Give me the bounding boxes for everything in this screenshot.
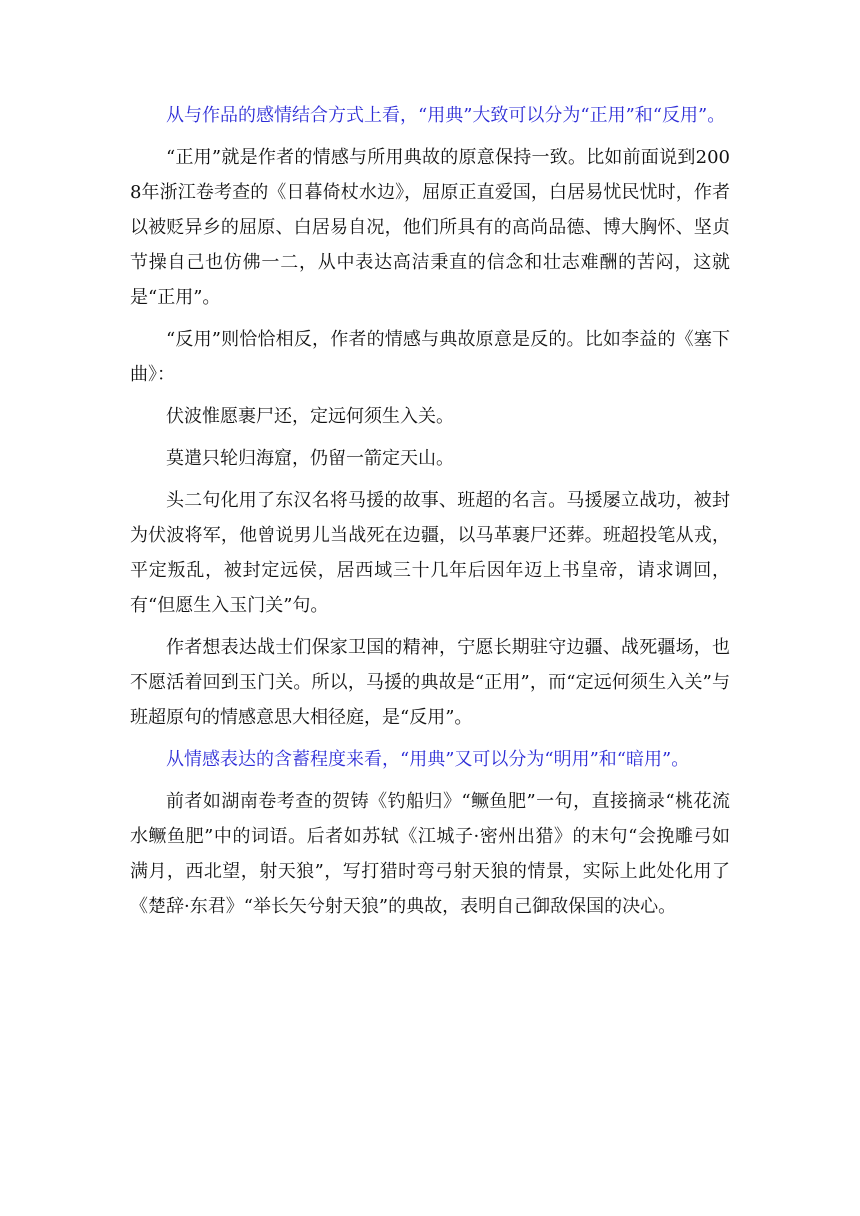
paragraph-author-intent: 作者想表达战士们保家卫国的精神，宁愿长期驻守边疆、战死疆场，也不愿活着回到玉门关。所以，马援的典故是“正用”，而“定远何须生入关”与班超原句的情感意思大相径庭，是“反用”。	[130, 637, 730, 728]
poem-line-1: 伏波惟愿裹尸还，定远何须生入关。	[166, 406, 454, 427]
poem-line-2: 莫遣只轮归海窟，仍留一箭定天山。	[166, 448, 454, 469]
document-body	[130, 98, 730, 931]
paragraph-fanyong: “反用”则恰恰相反，作者的情感与典故原意是反的。比如李益的《塞下曲》：	[130, 329, 730, 385]
section-heading-usage-direction: 从与作品的感情结合方式上看，“用典”大致可以分为“正用”和“反用”。	[166, 105, 726, 126]
section-heading-explicitness: 从情感表达的含蓄程度来看，“用典”又可以分为“明用”和“暗用”。	[166, 749, 690, 770]
paragraph-allusion-explanation: 头二句化用了东汉名将马援的故事、班超的名言。马援屡立战功，被封为伏波将军，他曾说男儿当战死在边疆，以马革裹尸还葬。班超投笔从戎，平定叛乱，被封定远侯，居西域三十几年后因年迈上书皇帝，请求调回，有“但愿生入玉门关”句。	[130, 490, 730, 616]
paragraph-zhengyong: “正用”就是作者的情感与所用典故的原意保持一致。比如前面说到2008年浙江卷考查的《日暮倚杖水边》，屈原正直爱国，白居易忧民忧时，作者以被贬异乡的屈原、白居易自况，他们所具有的高尚品德、博大胸怀、坚贞节操自己也仿佛一二，从中表达高洁秉直的信念和壮志难酬的苦闷，这就是“正用”。	[130, 147, 730, 308]
paragraph-mingyong-anyong: 前者如湖南卷考查的贺铸《钓船归》“鳜鱼肥”一句，直接摘录“桃花流水鳜鱼肥”中的词语。后者如苏轼《江城子·密州出猎》的末句“会挽雕弓如满月，西北望，射天狼”，写打猎时弯弓射天狼的情景，实际上此处化用了《楚辞·东君》“举长矢兮射天狼”的典故，表明自己御敌保国的决心。	[130, 791, 730, 917]
